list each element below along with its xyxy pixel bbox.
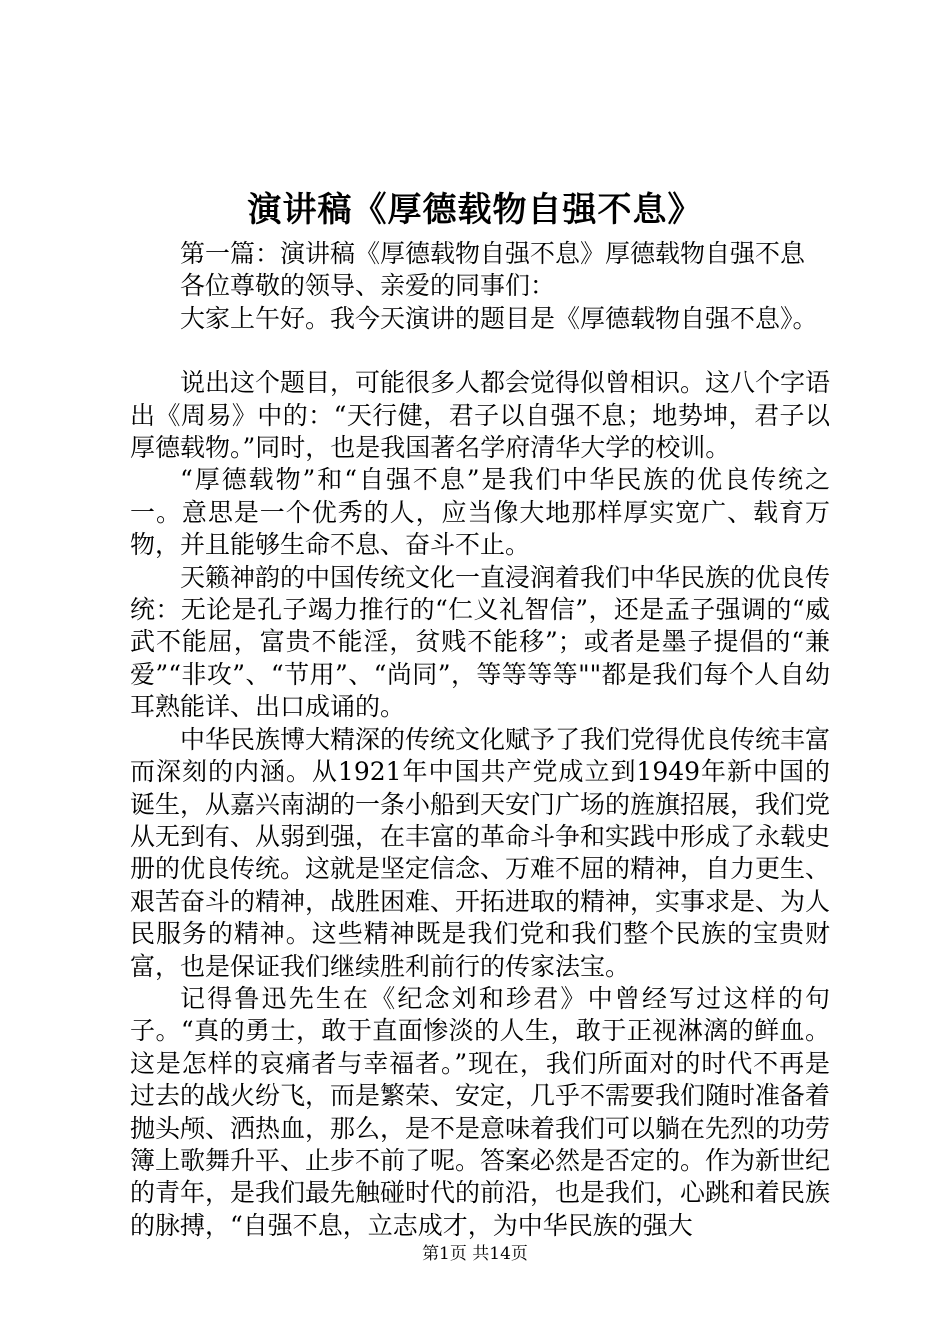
- paragraph: 中华民族博大精深的传统文化赋予了我们党得优良传统丰富而深刻的内涵。从1921年中国共产党成立到1949年新中国的诞生，从嘉兴南湖的一条小船到天安门广场的旌旗招展，我们党从无到有、从弱到强，在丰富的革命斗争和实践中形成了永载史册的优良传统。这就是坚定信念、万难不屈的精神，自力更生、艰苦奋斗的精神，战胜困难、开拓进取的精神，实事求是、为人民服务的精神。这些精神既是我们党和我们整个民族的宝贵财富，也是保证我们继续胜利前行的传家法宝。: [130, 724, 831, 981]
- page-footer: 第1页 共14页: [422, 1244, 528, 1264]
- document-title: 演讲稿《厚德载物自强不息》: [247, 190, 703, 230]
- paragraph: “厚德载物”和“自强不息”是我们中华民族的优良传统之一。意思是一个优秀的人，应当像大地那样厚实宽广、载育万物，并且能够生命不息、奋斗不止。: [130, 465, 830, 560]
- paragraph: 记得鲁迅先生在《纪念刘和珍君》中曾经写过这样的句子。“真的勇士，敢于直面惨淡的人生，敢于正视淋漓的鲜血。这是怎样的哀痛者与幸福者。”现在，我们所面对的时代不再是过去的战火纷飞，而是繁荣、安定，几乎不需要我们随时准备着抛头颅、洒热血，那么，是不是意味着我们可以躺在先烈的功劳簿上歌舞升平、止步不前了呢。答案必然是否定的。作为新世纪的青年，是我们最先触碰时代的前沿，也是我们，心跳和着民族的脉搏，“自强不息，立志成才，为中华民族的强大: [130, 983, 831, 1240]
- document-body: [130, 238, 830, 1242]
- paragraph-greeting: 大家上午好。我今天演讲的题目是《厚德载物自强不息》。: [180, 303, 818, 333]
- paragraph-salutation: 各位尊敬的领导、亲爱的同事们：: [180, 271, 556, 301]
- paragraph: 天籁神韵的中国传统文化一直浸润着我们中华民族的优良传统：无论是孔子竭力推行的“仁义礼智信”，还是孟子强调的“威武不能屈，富贵不能淫，贫贱不能移”；或者是墨子提倡的“兼爱”“非攻”、“节用”、“尚同”，等等等等""都是我们每个人自幼耳熟能详、出口成诵的。: [130, 562, 831, 722]
- paragraph-part-heading: 第一篇：演讲稿《厚德载物自强不息》厚德载物自强不息: [180, 239, 806, 268]
- paragraph: 说出这个题目，可能很多人都会觉得似曾相识。这八个字语出《周易》中的：“天行健，君子以自强不息；地势坤，君子以厚德载物。”同时，也是我国著名学府清华大学的校训。: [130, 368, 831, 463]
